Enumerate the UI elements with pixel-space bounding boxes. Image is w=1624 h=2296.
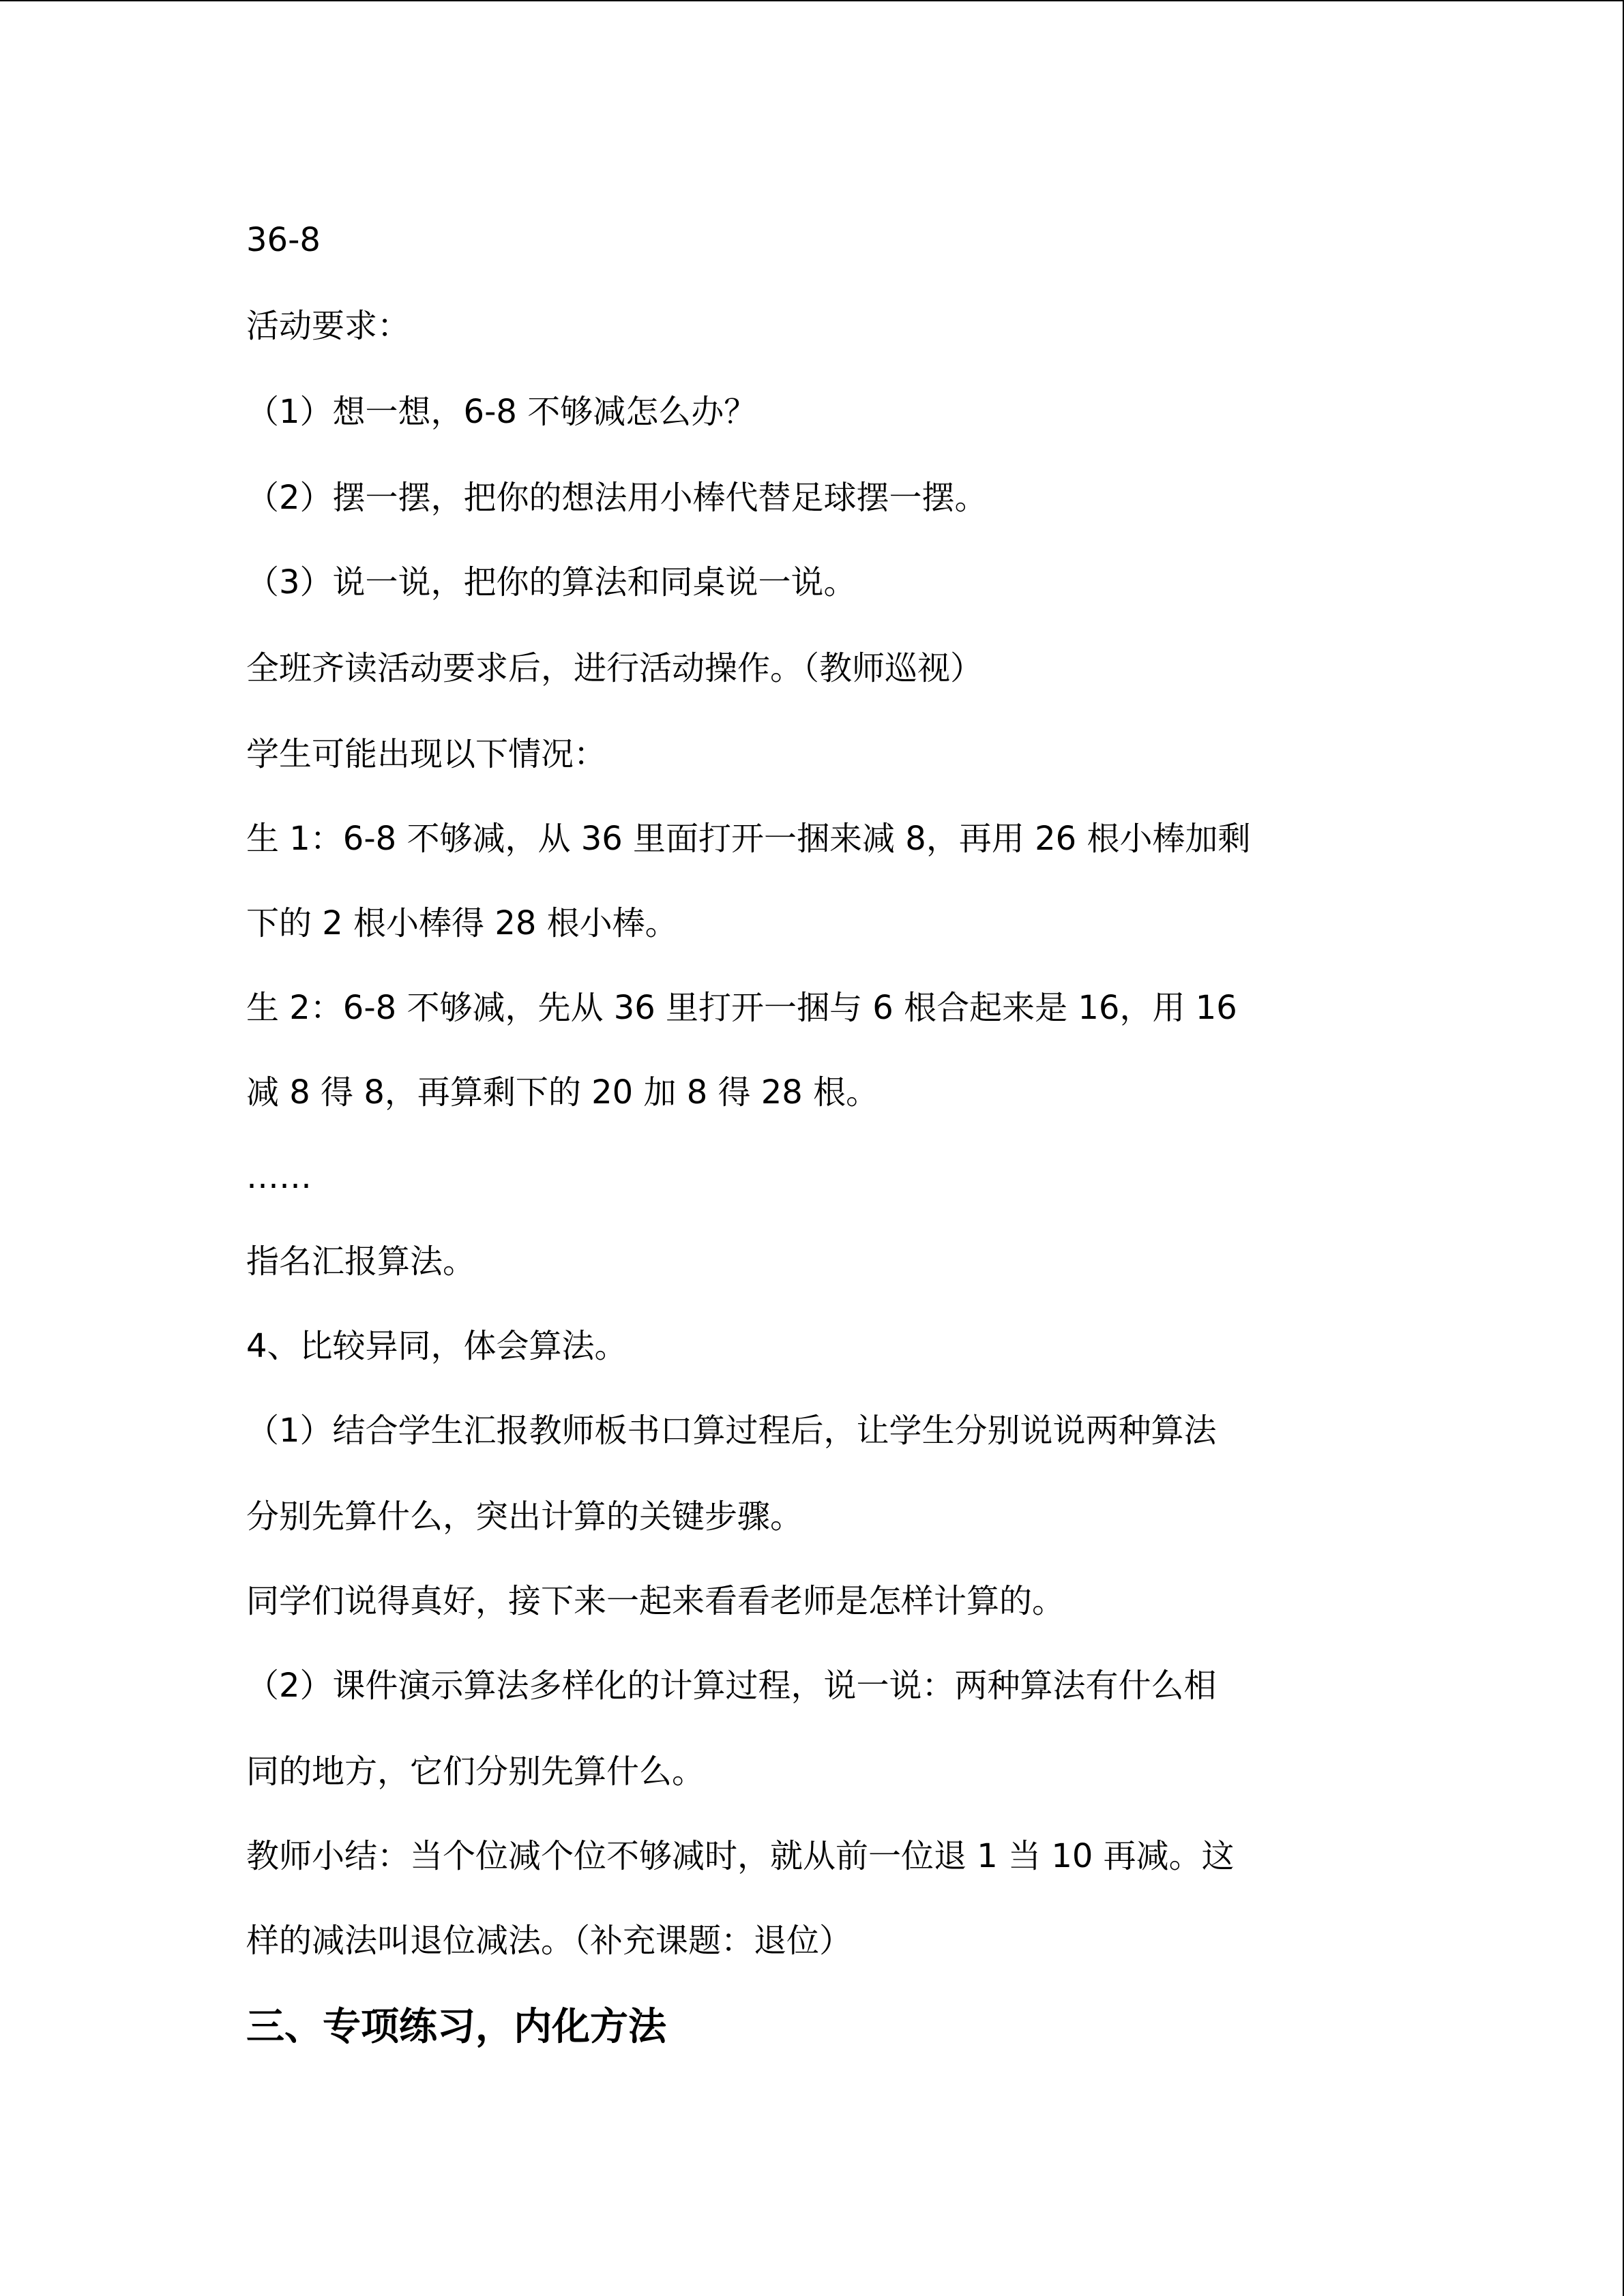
student-2-line-b: 减 8 得 8，再算剩下的 20 加 8 得 28 根。 <box>246 1073 879 1112</box>
requirement-3: （3）说一说，把你的算法和同桌说一说。 <box>246 563 857 601</box>
teacher-summary-line-b: 样的减法叫退位减法。（补充课题：退位） <box>246 1922 853 1960</box>
compare-step-heading: 4、比较异同，体会算法。 <box>246 1327 628 1365</box>
requirement-2: （2）摆一摆，把你的想法用小棒代替足球摆一摆。 <box>246 479 988 517</box>
requirement-1: （1）想一想，6-8 不够减怎么办？ <box>246 393 757 431</box>
compare-2-line-b: 同的地方，它们分别先算什么。 <box>246 1753 705 1791</box>
teacher-transition: 同学们说得真好，接下来一起来看看老师是怎样计算的。 <box>246 1582 1065 1620</box>
ellipsis-line: …… <box>246 1158 312 1196</box>
class-reading-line: 全班齐读活动要求后，进行活动操作。（教师巡视） <box>246 649 984 687</box>
student-2-line-a: 生 2：6-8 不够减，先从 36 里打开一捆与 6 根合起来是 16，用 16 <box>246 989 1237 1027</box>
teacher-summary-line-a: 教师小结：当个位减个位不够减时，就从前一位退 1 当 10 再减。这 <box>246 1837 1235 1875</box>
report-method-line: 指名汇报算法。 <box>246 1242 476 1281</box>
section-heading: 三、专项练习，内化方法 <box>246 2005 666 2049</box>
activity-requirements: 活动要求： <box>246 307 411 345</box>
student-1-line-b: 下的 2 根小棒得 28 根小棒。 <box>246 904 678 942</box>
student-situations: 学生可能出现以下情况： <box>246 735 607 773</box>
expression-line: 36-8 <box>246 221 321 259</box>
compare-1-line-b: 分别先算什么，突出计算的关键步骤。 <box>246 1497 803 1536</box>
compare-2-line-a: （2）课件演示算法多样化的计算过程，说一说：两种算法有什么相 <box>246 1667 1217 1705</box>
compare-1-line-a: （1）结合学生汇报教师板书口算过程后，让学生分别说说两种算法 <box>246 1412 1217 1450</box>
student-1-line-a: 生 1：6-8 不够减，从 36 里面打开一捆来减 8，再用 26 根小棒加剩 <box>246 820 1251 858</box>
